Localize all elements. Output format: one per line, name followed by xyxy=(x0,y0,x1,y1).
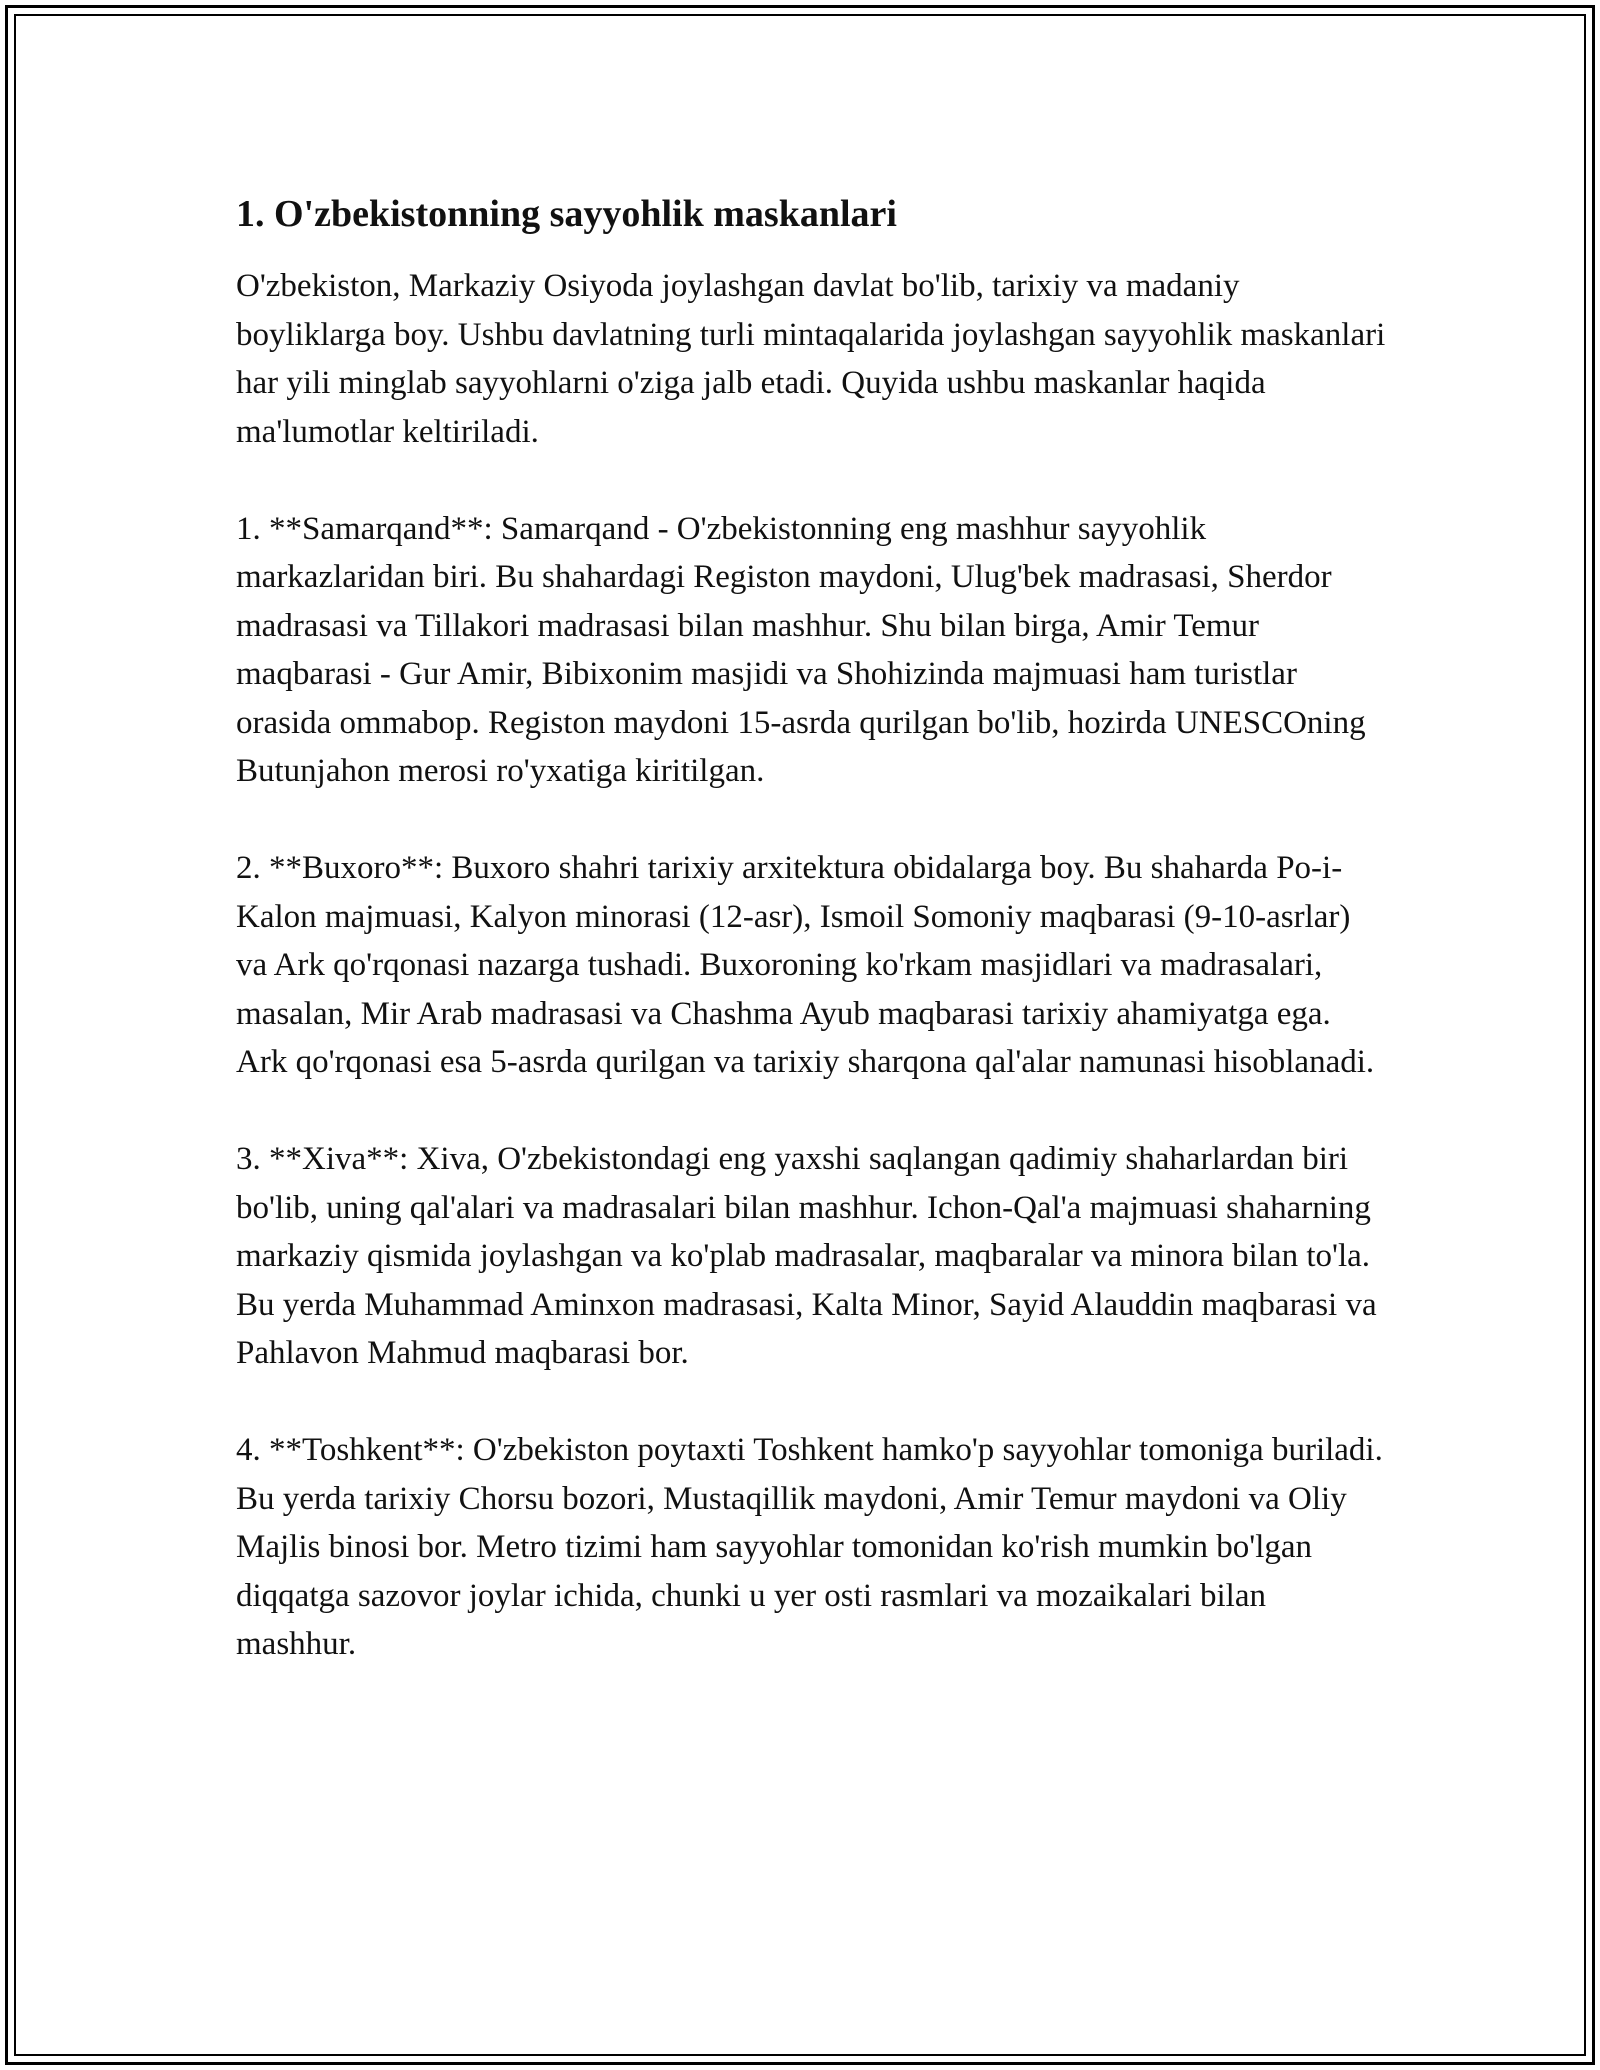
document-body xyxy=(236,188,1386,1717)
toshkent-paragraph: 4. **Toshkent**: O'zbekiston poytaxti Toshkent hamko'p sayyohlar tomoniga buriladi. Bu yerda tarixiy Chorsu bozori, Mustaqillik maydoni, Amir Temur maydoni va Oliy Majlis binosi bor. Metro tizimi ham sayyohlar tomonidan ko'rish mumkin bo'lgan diqqatga sazovor joylar ichida, chunki u yer osti rasmlari va mozaikalari bilan mashhur. xyxy=(236,1432,1383,1662)
document-title: 1. O'zbekistonning sayyohlik maskanlari xyxy=(236,193,897,235)
samarqand-paragraph: 1. **Samarqand**: Samarqand - O'zbekistonning eng mashhur sayyohlik markazlaridan biri. Bu shahardagi Registon maydoni, Ulug'bek madrasasi, Sherdor madrasasi va Tillakori madrasasi bilan mashhur. Shu bilan birga, Amir Temur maqbarasi - Gur Amir, Bibixonim masjidi va Shohizinda majmuasi ham turistlar orasida ommabop. Registon maydoni 15-asrda qurilgan bo'lib, hozirda UNESCOning Butunjahon merosi ro'yxatiga kiritilgan. xyxy=(236,510,1366,789)
intro-paragraph: O'zbekiston, Markaziy Osiyoda joylashgan davlat bo'lib, tarixiy va madaniy boyliklarga boy. Ushbu davlatning turli mintaqalarida joylashgan sayyohlik maskanlari har yili minglab sayyohlarni o'ziga jalb etadi. Quyida ushbu maskanlar haqida ma'lumotlar keltiriladi. xyxy=(236,268,1386,450)
buxoro-paragraph: 2. **Buxoro**: Buxoro shahri tarixiy arxitektura obidalarga boy. Bu shaharda Po-i-Kalon majmuasi, Kalyon minorasi (12-asr), Ismoil Somoniy maqbarasi (9-10-asrlar) va Ark qo'rqonasi nazarga tushadi. Buxoroning ko'rkam masjidlari va madrasalari, masalan, Mir Arab madrasasi va Chashma Ayub maqbarasi tarixiy ahamiyatga ega. Ark qo'rqonasi esa 5-asrda qurilgan va tarixiy sharqona qal'alar namunasi hisoblanadi. xyxy=(236,850,1375,1080)
xiva-paragraph: 3. **Xiva**: Xiva, O'zbekistondagi eng yaxshi saqlangan qadimiy shaharlardan biri bo'lib, uning qal'alari va madrasalari bilan mashhur. Ichon-Qal'a majmuasi shaharning markaziy qismida joylashgan va ko'plab madrasalar, maqbaralar va minora bilan to'la. Bu yerda Muhammad Aminxon madrasasi, Kalta Minor, Sayid Alauddin maqbarasi va Pahlavon Mahmud maqbarasi bor. xyxy=(236,1141,1377,1371)
